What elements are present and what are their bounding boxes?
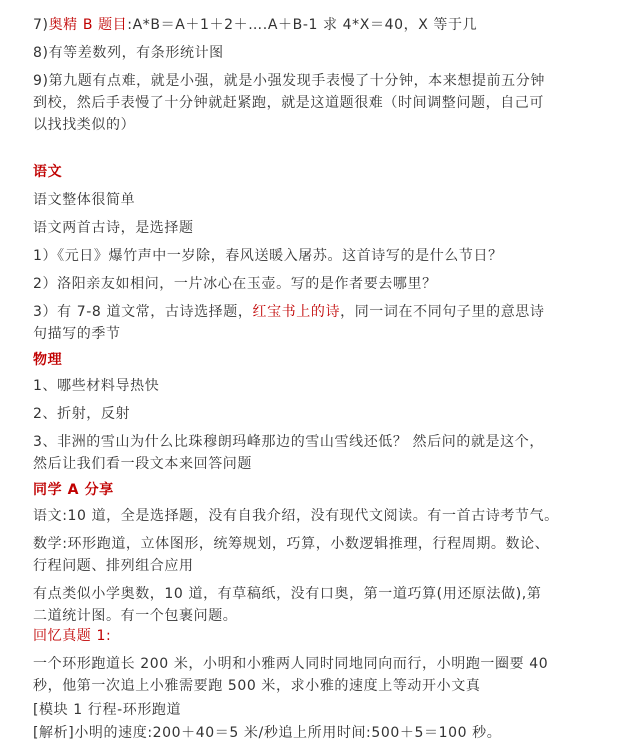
physics-line-2: 2、折射，反射 [33, 406, 131, 422]
share-line-1: 语文:10 道，全是选择题，没有自我介绍，没有现代文阅读。有一首古诗考节气。 [33, 508, 559, 524]
chinese-heading: 语文 [33, 164, 63, 180]
recall-heading: 回忆真题 1: [33, 628, 112, 644]
item-9-line-1: 9)第九题有点难，就是小强，就是小强发现手表慢了十分钟，本来想提前五分钟 [33, 73, 545, 89]
share-line-2: 数学:环形跑道，立体图形，统筹规划，巧算，小数逻辑推理，行程周期。数论、 [33, 536, 550, 552]
recall-analysis: [解析]小明的速度:200＋40＝5 米/秒追上所用时间:500＋5＝100 秒。 [33, 725, 502, 741]
chinese-question-3-line-2: 句描写的季节 [33, 326, 121, 342]
chinese-question-3-text: 3）有 7-8 道文常，古诗选择题， [33, 304, 253, 320]
item-7-highlight: 奥精 B 题目 [48, 17, 128, 33]
chinese-question-3-text-tail: ，同一词在不同句子里的意思诗 [340, 304, 545, 320]
item-9-line-2: 到校，然后手表慢了十分钟就赶紧跑，就是这道题很难（时间调整问题，自己可 [33, 95, 544, 111]
physics-line-3-cont: 然后让我们看一段文本来回答问题 [33, 456, 252, 472]
share-line-3: 有点类似小学奥数，10 道，有草稿纸，没有口奥，第一道巧算(用还原法做),第 [33, 586, 542, 602]
share-heading: 同学 A 分享 [33, 482, 114, 498]
physics-line-3: 3、非洲的雪山为什么比珠穆朗玛峰那边的雪山雪线还低？ 然后问的就是这个， [33, 434, 544, 450]
recall-line-1-cont: 秒，他第一次追上小雅需要跑 500 米，求小雅的速度上等动开小文真 [33, 678, 481, 694]
chinese-line-2: 语文两首古诗，是选择题 [33, 220, 194, 236]
chinese-question-2: 2）洛阳亲友如相问，一片冰心在玉壶。写的是作者要去哪里？ [33, 276, 437, 292]
item-9-line-3: 以找找类似的） [33, 117, 136, 133]
chinese-question-3-highlight: 红宝书上的诗 [252, 304, 341, 320]
physics-line-1: 1、哪些材料导热快 [33, 378, 160, 394]
chinese-question-3 [33, 301, 631, 323]
physics-heading: 物理 [33, 352, 63, 368]
item-7-number: 7) [33, 17, 49, 33]
chinese-question-1: 1）《元日》爆竹声中一岁除，春风送暖入屠苏。这首诗写的是什么节日？ [33, 248, 503, 264]
recall-module: [模块 1 行程-环形跑道 [33, 702, 182, 718]
item-7 [33, 14, 631, 36]
chinese-line-1: 语文整体很简单 [33, 192, 136, 208]
recall-line-1: 一个环形跑道长 200 米，小明和小雅两人同时同地同向而行，小明跑一圈要 40 [33, 656, 549, 672]
share-line-3-cont: 二道统计图。有一个包裹问题。 [33, 608, 238, 624]
item-7-text: :A*B＝A＋1＋2＋….A＋B-1 求 4*X＝40，X 等于几 [127, 17, 478, 33]
share-line-2-cont: 行程问题、排列组合应用 [33, 558, 194, 574]
item-8: 8)有等差数列，有条形统计图 [33, 45, 224, 61]
